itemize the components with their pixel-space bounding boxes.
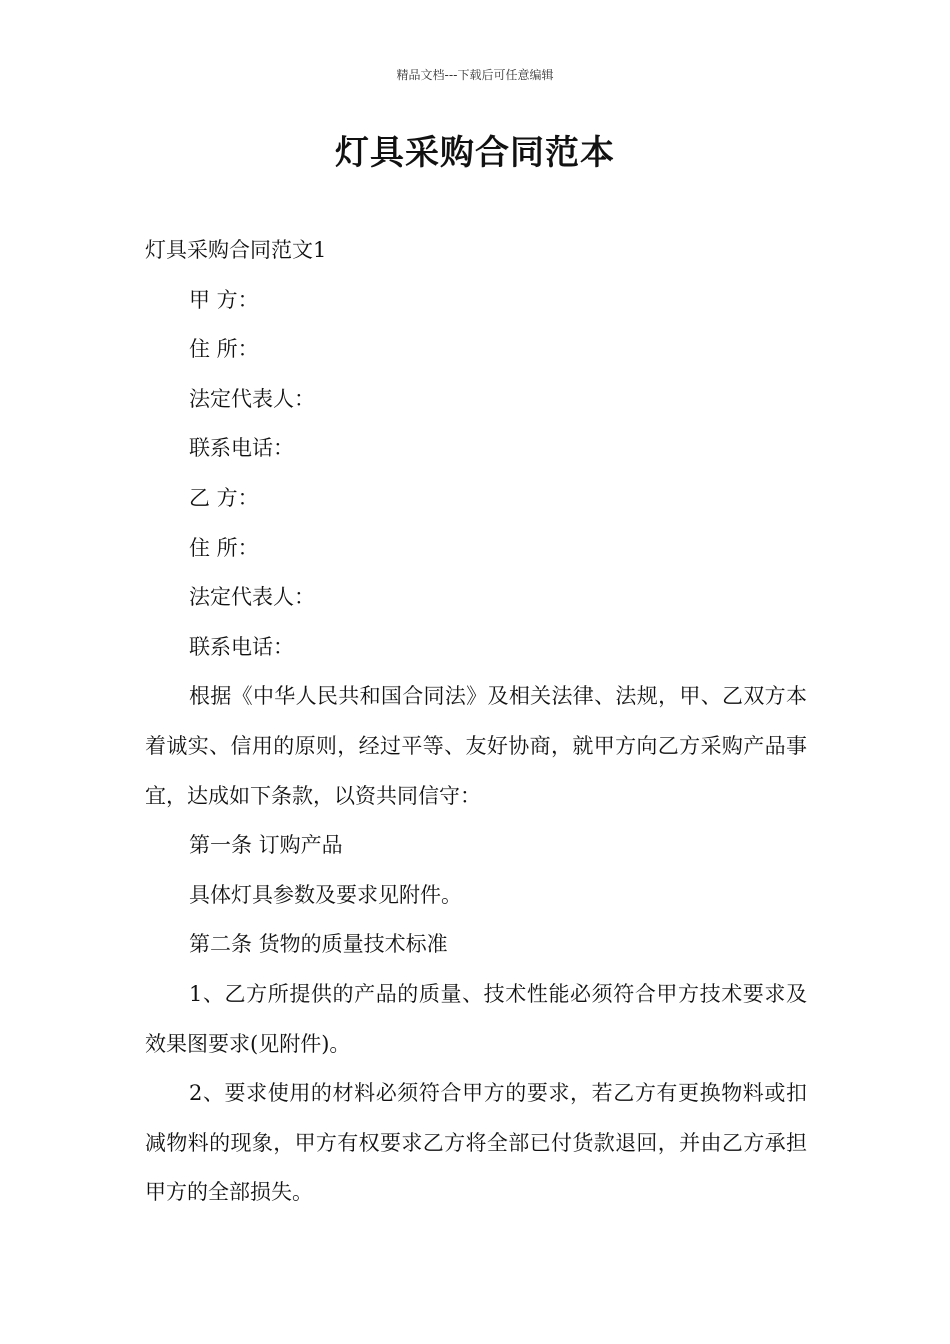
document-body (145, 226, 807, 1218)
paragraph-party-b-phone: 联系电话： (189, 634, 294, 659)
paragraph-party-a-address: 住 所： (189, 337, 259, 362)
document-title: 灯具采购合同范本 (335, 133, 615, 173)
paragraph-preamble: 根据《中华人民共和国合同法》及相关法律、法规，甲、乙双方本着诚实、信用的原则，经过平等、友好协商，就甲方向乙方采购产品事宜，达成如下条款，以资共同信守： (145, 684, 807, 808)
paragraph-party-a-representative: 法定代表人： (189, 386, 315, 411)
paragraph-article-2-item-1: 1、乙方所提供的产品的质量、技术性能必须符合甲方技术要求及效果图要求(见附件)。 (145, 981, 807, 1056)
paragraph-party-b: 乙 方： (189, 485, 259, 510)
paragraph-party-b-address: 住 所： (189, 535, 259, 560)
paragraph-party-a: 甲 方： (189, 287, 259, 312)
paragraph-article-1-heading: 第一条 订购产品 (189, 833, 343, 858)
header-note: 精品文档---下载后可任意编辑 (396, 68, 554, 82)
paragraph-article-1-body: 具体灯具参数及要求见附件。 (189, 882, 462, 907)
paragraph-party-b-representative: 法定代表人： (189, 585, 315, 610)
paragraph-article-2-item-2: 2、要求使用的材料必须符合甲方的要求，若乙方有更换物料或扣减物料的现象，甲方有权要求乙方将全部已付货款退回，并由乙方承担甲方的全部损失。 (145, 1081, 807, 1205)
paragraph-subtitle: 灯具采购合同范文1 (145, 238, 327, 262)
paragraph-article-2-heading: 第二条 货物的质量技术标准 (189, 932, 448, 957)
paragraph-party-a-phone: 联系电话： (189, 436, 294, 461)
